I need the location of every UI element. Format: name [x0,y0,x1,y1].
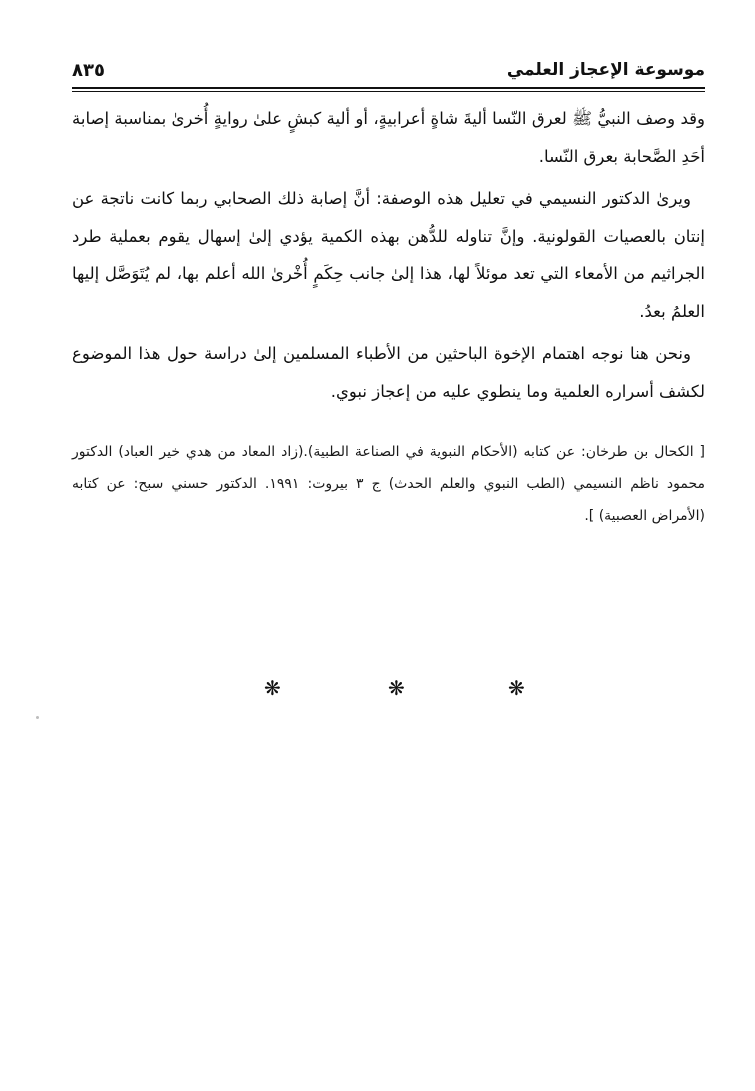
header-rule-thin [72,91,705,92]
paragraph-3: ونحن هنا نوجه اهتمام الإخوة الباحثين من الأطباء المسلمين إلىٰ دراسة حول هذا الموضوع لكشف أسراره العلمية وما ينطوي عليه من إعجاز نبوي. [72,344,705,401]
citation-note: [ الكحال بن طرخان: عن كتابه (الأحكام النبوية في الصناعة الطبية).(زاد المعاد من هدي خير العباد) الدكتور محمود ناظم النسيمي (الطب النبوي والعلم الحدث) ج ٣ بيروت: ١٩٩١. الدكتور حسني سبح: عن كتابه (الأمراض العصبية) ]. [72,444,705,524]
section-separator [260,676,540,704]
scan-speck [36,716,39,719]
asterism-icon: ❋ [508,676,525,700]
asterism-icon: ❋ [388,676,405,700]
page-number: ٨٣٥ [72,60,105,81]
asterism-icon: ❋ [264,676,281,700]
page-header [72,58,705,86]
header-rule-thick [72,87,705,89]
paragraph-2: ويرىٰ الدكتور النسيمي في تعليل هذه الوصفة: أنَّ إصابة ذلك الصحابي ربما كانت ناتجة عن إنتان بالعصيات القولونية. وإنَّ تناوله للدُّهن بهذه الكمية يؤدي إلىٰ إسهال يقوم بعملية طرد الجراثيم من الأمعاء التي تعد موئلاً لها، هذا إلىٰ جانب حِكَمٍ أُخْرىٰ الله أعلم بها، لم يُتَوَصَّل إليها العلمُ بعدُ. [72,189,705,321]
body-text [72,100,705,415]
paragraph-1: وقد وصف النبيُّ ﷺ لعرق النّسا أليةَ شاةٍ أعرابيةٍ، أو ألية كبشٍ علىٰ روايةٍ أُخرىٰ بمناسبة إصابة أحَدِ الصَّحابة بعرق النّسا. [72,109,705,166]
running-title: موسوعة الإعجاز العلمي [506,60,705,80]
